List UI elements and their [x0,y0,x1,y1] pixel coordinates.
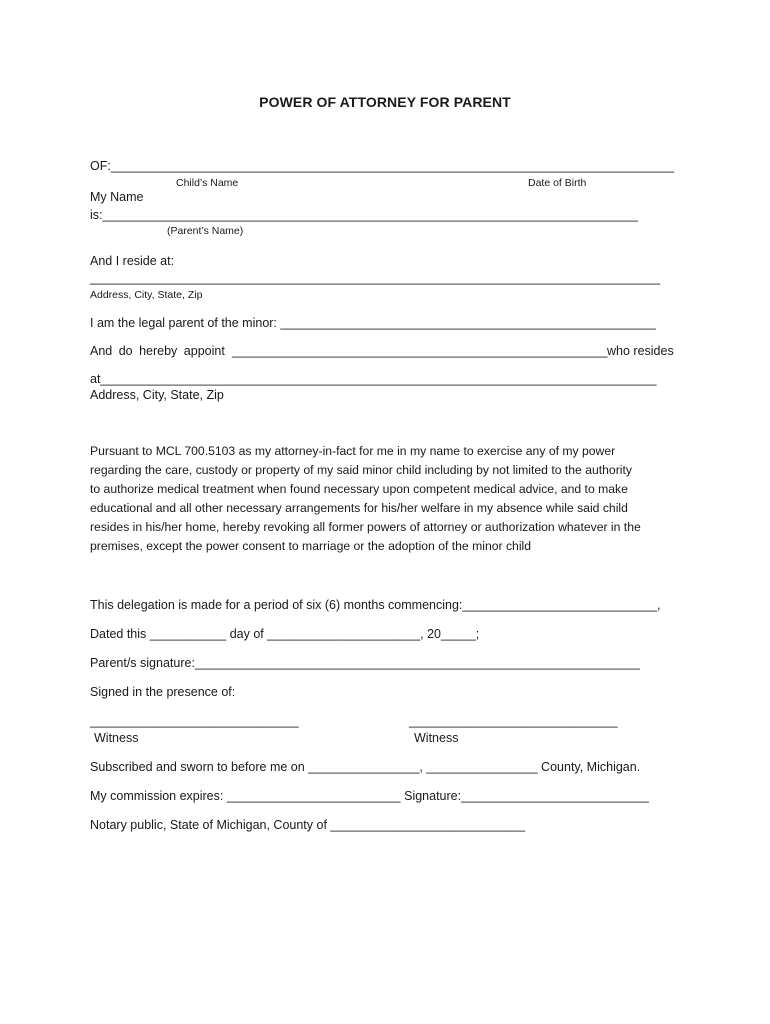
document-title: POWER OF ATTORNEY FOR PARENT [259,94,511,110]
appointee-address-line[interactable]: at________________________________________________________________________________ [90,372,657,386]
paragraph-line: to authorize medical treatment when found necessary upon competent medical advice, and to make [90,482,628,496]
date-of-birth-label: Date of Birth [528,177,587,189]
pursuant-paragraph [90,442,690,556]
paragraph-line: educational and all other necessary arrangements for his/her welfare in my absence while said child [90,501,628,515]
my-name-label: My Name [90,190,144,204]
parent-name-label: (Parent’s Name) [167,225,244,237]
paragraph-line: resides in his/her home, hereby revoking all former powers of attorney or authorization whatever in the [90,520,641,534]
appointee-line[interactable]: ______________________________________________________ [232,344,608,358]
witness-signature-line-1[interactable]: ______________________________ [90,714,299,728]
presence-label: Signed in the presence of: [90,685,236,699]
witness-signature-line-2[interactable]: ______________________________ [409,714,618,728]
paragraph-line: regarding the care, custody or property of my said minor child including by not limited to the authority [90,463,632,477]
appoint-prefix: And do hereby appoint [90,344,225,358]
appoint-suffix: who resides [607,344,674,358]
witness-label-2: Witness [414,731,459,745]
dated-line[interactable]: Dated this ___________ day of ______________________, 20_____; [90,627,480,641]
child-name-label: Child’s Name [176,177,239,189]
child-name-line[interactable]: OF:_________________________________________________________________________________ [90,159,674,173]
appointee-address-label: Address, City, State, Zip [90,388,224,402]
parent-signature-line[interactable]: Parent/s signature:________________________________________________________________ [90,656,640,670]
reside-label: And I reside at: [90,254,175,268]
delegation-line[interactable]: This delegation is made for a period of six (6) months commencing:____________________________, [90,598,661,612]
notary-line[interactable]: Notary public, State of Michigan, County of ____________________________ [90,818,526,832]
legal-parent-line[interactable]: I am the legal parent of the minor: ______________________________________________________ [90,316,656,330]
reside-address-line[interactable]: __________________________________________________________________________________ [90,271,661,285]
address-label: Address, City, State, Zip [90,289,203,301]
paragraph-line: Pursuant to MCL 700.5103 as my attorney-in-fact for me in my name to exercise any of my power [90,444,616,458]
witness-label-1: Witness [94,731,139,745]
sworn-line[interactable]: Subscribed and sworn to before me on ________________, ________________ County, Michigan. [90,760,641,774]
paragraph-line: premises, except the power consent to marriage or the adoption of the minor child [90,539,532,553]
commission-line[interactable]: My commission expires: _________________________ Signature:___________________________ [90,789,649,803]
parent-name-line[interactable]: is:_____________________________________________________________________________ [90,208,638,222]
